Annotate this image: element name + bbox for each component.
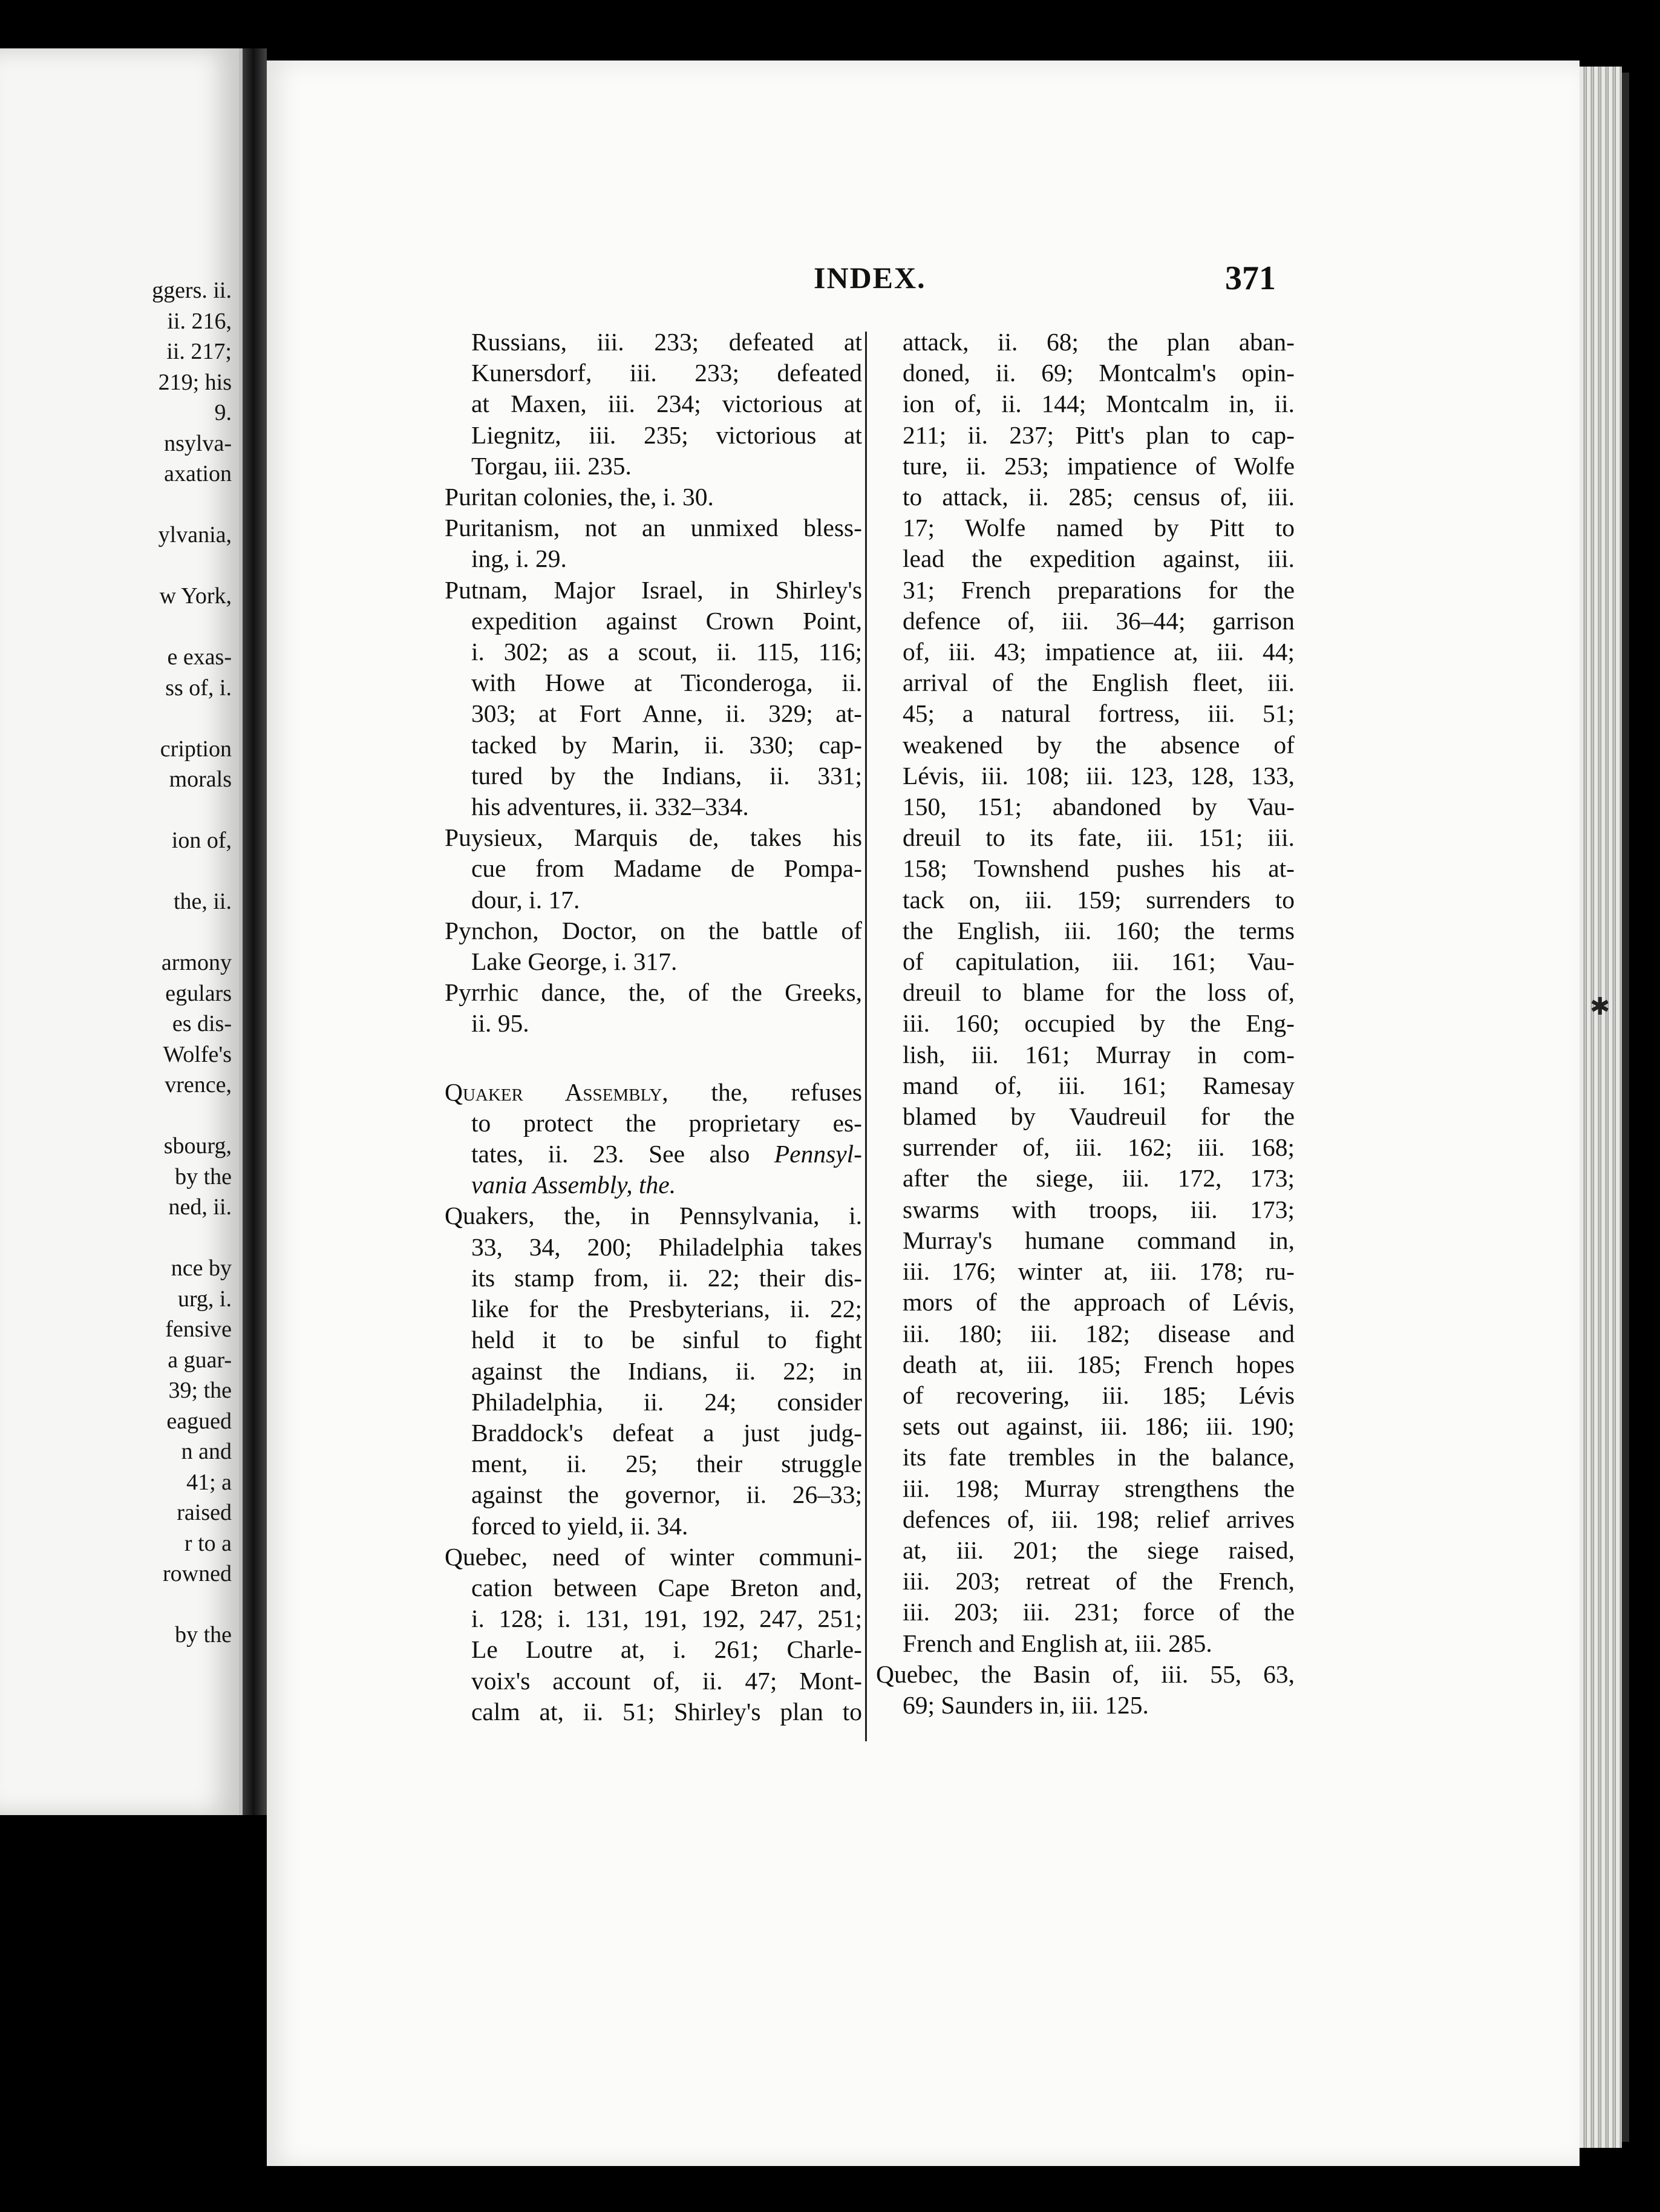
left-page-text-fragment: nce by <box>171 1255 232 1281</box>
index-entry-heading: Puritan colonies, the, i. 30. <box>445 483 714 511</box>
index-entry-continuation: blamed by Vaudreuil for the <box>903 1102 1295 1131</box>
left-page-text-fragment: eagued <box>166 1408 232 1434</box>
index-entry-continuation: Braddock's defeat a just judg- <box>471 1418 862 1447</box>
index-entry-continuation: weakened by the absence of <box>903 730 1295 759</box>
left-page-text-fragment: 39; the <box>168 1378 232 1403</box>
index-entry-continuation: of capitulation, iii. 161; Vau- <box>903 947 1295 976</box>
left-page-text-fragment: by the <box>175 1622 232 1648</box>
left-page-text-fragment: ii. 216, <box>167 308 232 334</box>
index-entry-continuation: defences of, iii. 198; relief arrives <box>903 1505 1295 1533</box>
page-number: 371 <box>1225 260 1276 297</box>
index-entry-continuation: 211; ii. 237; Pitt's plan to cap- <box>903 420 1295 449</box>
index-entry-continuation: 17; Wolfe named by Pitt to <box>903 514 1295 542</box>
index-entry-continuation: surrender of, iii. 162; iii. 168; <box>903 1133 1295 1162</box>
index-entry-continuation: his adventures, ii. 332–334. <box>471 793 749 821</box>
index-entry-continuation: vania Assembly, the. <box>471 1171 676 1199</box>
index-entry-heading: Quaker Assembly, the, refuses <box>445 1078 862 1106</box>
index-entry-continuation: to attack, ii. 285; census of, iii. <box>903 483 1295 511</box>
index-entry-continuation: defence of, iii. 36–44; garrison <box>903 606 1295 635</box>
index-entry-continuation: after the siege, iii. 172, 173; <box>903 1164 1295 1193</box>
left-page-text-fragment: n and <box>181 1439 232 1464</box>
index-entry-continuation: ion of, ii. 144; Montcalm in, ii. <box>903 390 1295 418</box>
index-entry-continuation: against the Indians, ii. 22; in <box>471 1356 862 1385</box>
index-entry-continuation: tured by the Indians, ii. 331; <box>471 761 862 790</box>
left-page-text-fragment: nsylva- <box>164 430 232 456</box>
index-entry-continuation: Murray's humane command in, <box>903 1226 1295 1254</box>
left-page-text-fragment: by the <box>175 1163 232 1189</box>
index-entry-continuation: expedition against Crown Point, <box>471 606 862 635</box>
index-entry-continuation: mand of, iii. 161; Ramesay <box>903 1071 1295 1099</box>
left-page-text-fragment: morals <box>169 767 232 792</box>
index-entry-continuation: 150, 151; abandoned by Vau- <box>903 793 1295 821</box>
index-entry-continuation: 303; at Fort Anne, ii. 329; at- <box>471 699 862 728</box>
index-entry-heading: Quebec, the Basin of, iii. 55, 63, <box>876 1660 1295 1688</box>
index-entry-continuation: dreuil to its fate, iii. 151; iii. <box>903 823 1295 852</box>
left-page-text-fragment: vrence, <box>165 1072 232 1098</box>
index-entry-continuation: ing, i. 29. <box>471 545 567 573</box>
index-entry-continuation: iii. 198; Murray strengthens the <box>903 1474 1295 1502</box>
left-page-text-fragment: fensive <box>165 1317 232 1342</box>
left-page-text-fragment: armony <box>161 950 232 975</box>
left-page-text-fragment: a guar- <box>168 1347 232 1373</box>
index-entry-continuation: lead the expedition against, iii. <box>903 545 1295 573</box>
letter-section-gap <box>445 1039 862 1077</box>
column-divider <box>865 332 867 1741</box>
index-entry-continuation: dour, i. 17. <box>471 885 580 914</box>
left-page-text-fragment: 9. <box>214 400 232 425</box>
left-page-text-fragment: urg, i. <box>177 1286 232 1312</box>
index-entry-continuation: iii. 203; iii. 231; force of the <box>903 1598 1295 1626</box>
index-entry-continuation: its stamp from, ii. 22; their dis- <box>471 1263 862 1292</box>
index-entry-continuation: iii. 176; winter at, iii. 178; ru- <box>903 1257 1295 1286</box>
index-entry-continuation: of recovering, iii. 185; Lévis <box>903 1381 1295 1409</box>
index-entry-continuation: its fate trembles in the balance, <box>903 1443 1295 1471</box>
index-entry-continuation: cue from Madame de Pompa- <box>471 854 862 883</box>
index-entry-continuation: to protect the proprietary es- <box>471 1108 862 1137</box>
index-entry-continuation: of, iii. 43; impatience at, iii. 44; <box>903 638 1295 666</box>
index-entry-continuation: mors of the approach of Lévis, <box>903 1288 1295 1317</box>
index-entry-continuation: like for the Presbyterians, ii. 22; <box>471 1295 862 1323</box>
index-entry-continuation: calm at, ii. 51; Shirley's plan to <box>471 1697 862 1726</box>
index-column-right <box>876 327 1295 1721</box>
index-entry-continuation: Russians, iii. 233; defeated at <box>471 328 862 356</box>
index-entry-heading: Quakers, the, in Pennsylvania, i. <box>445 1202 862 1230</box>
index-entry-continuation: iii. 160; occupied by the Eng- <box>903 1009 1295 1038</box>
left-page-text-fragment: the, ii. <box>173 889 232 914</box>
index-entry-heading: Pyrrhic dance, the, of the Greeks, <box>445 978 862 1007</box>
index-entry-continuation: Kunersdorf, iii. 233; defeated <box>471 359 862 387</box>
running-head: INDEX. <box>814 261 926 295</box>
index-entry-continuation: tacked by Marin, ii. 330; cap- <box>471 730 862 759</box>
page-edge-stack <box>1580 67 1622 2148</box>
index-entry-heading: Puritanism, not an unmixed bless- <box>445 514 862 542</box>
index-entry-continuation: against the governor, ii. 26–33; <box>471 1481 862 1509</box>
left-page-text-fragment: egulars <box>165 980 232 1006</box>
left-page-text-fragment: ned, ii. <box>168 1194 232 1220</box>
left-page-fragment <box>0 48 243 1815</box>
index-entry-continuation: attack, ii. 68; the plan aban- <box>903 328 1295 356</box>
index-entry-heading: Puysieux, Marquis de, takes his <box>445 823 862 852</box>
left-page-text-fragment: axation <box>164 461 232 486</box>
index-entry-continuation: iii. 203; retreat of the French, <box>903 1567 1295 1595</box>
index-entry-continuation: Lake George, i. 317. <box>471 947 678 976</box>
left-page-text-fragment: ggers. ii. <box>152 278 232 303</box>
margin-marks: ✱ <box>1590 993 1610 1020</box>
index-entry-continuation: sets out against, iii. 186; iii. 190; <box>903 1412 1295 1441</box>
index-entry-continuation: with Howe at Ticonderoga, ii. <box>471 669 862 697</box>
left-page-text-fragment: es dis- <box>172 1011 232 1036</box>
left-page-text-fragment: e exas- <box>167 644 232 670</box>
index-entry-continuation: cation between Cape Breton and, <box>471 1573 862 1602</box>
index-entry-continuation: tack on, iii. 159; surrenders to <box>903 885 1295 914</box>
index-entry-continuation: 45; a natural fortress, iii. 51; <box>903 699 1295 728</box>
index-entry-continuation: 158; Townshend pushes his at- <box>903 854 1295 883</box>
left-page-text-fragment: ss of, i. <box>165 675 232 701</box>
index-entry-continuation: iii. 180; iii. 182; disease and <box>903 1319 1295 1347</box>
index-entry-continuation: forced to yield, ii. 34. <box>471 1511 688 1540</box>
index-entry-heading: Putnam, Major Israel, in Shirley's <box>445 575 862 604</box>
index-entry-continuation: 69; Saunders in, iii. 125. <box>903 1690 1149 1719</box>
index-entry-continuation: at, iii. 201; the siege raised, <box>903 1536 1295 1564</box>
index-entry-continuation: Torgau, iii. 235. <box>471 451 632 480</box>
index-entry-continuation: Liegnitz, iii. 235; victorious at <box>471 420 862 449</box>
left-page-text-fragment: raised <box>177 1500 232 1525</box>
index-entry-continuation: Philadelphia, ii. 24; consider <box>471 1387 862 1416</box>
index-entry-heading: Quebec, need of winter communi- <box>445 1542 862 1571</box>
left-page-text-fragment: ylvania, <box>158 522 232 548</box>
index-entry-continuation: i. 302; as a scout, ii. 115, 116; <box>471 638 862 666</box>
left-page-text-fragment: r to a <box>184 1530 232 1556</box>
left-page-text-fragment: cription <box>160 736 232 762</box>
index-entry-continuation: death at, iii. 185; French hopes <box>903 1350 1295 1378</box>
index-entry-continuation: held it to be sinful to fight <box>471 1326 862 1354</box>
left-page-text-fragment: rowned <box>163 1561 232 1586</box>
page-edge-shadow <box>1622 73 1629 2142</box>
index-entry-continuation: dreuil to blame for the loss of, <box>903 978 1295 1007</box>
index-entry-continuation: at Maxen, iii. 234; victorious at <box>471 390 862 418</box>
left-page-text-fragment: Wolfe's <box>163 1041 232 1067</box>
index-entry-continuation: ment, ii. 25; their struggle <box>471 1450 862 1478</box>
index-entry-continuation: doned, ii. 69; Montcalm's opin- <box>903 359 1295 387</box>
left-page-text-fragment: sbourg, <box>163 1133 232 1159</box>
index-column-left <box>445 327 862 1727</box>
index-entry-continuation: French and English at, iii. 285. <box>903 1629 1212 1657</box>
left-page-text-fragment: ion of, <box>171 828 232 853</box>
index-entry-heading: Pynchon, Doctor, on the battle of <box>445 916 862 944</box>
index-entry-continuation: arrival of the English fleet, iii. <box>903 669 1295 697</box>
index-entry-continuation: ii. 95. <box>471 1009 529 1038</box>
index-entry-continuation: Le Loutre at, i. 261; Charle- <box>471 1635 862 1664</box>
left-page-text-fragment: 219; his <box>158 369 232 395</box>
index-entry-continuation: voix's account of, ii. 47; Mont- <box>471 1666 862 1695</box>
index-entry-continuation: swarms with troops, iii. 173; <box>903 1195 1295 1223</box>
index-entry-continuation: Lévis, iii. 108; iii. 123, 128, 133, <box>903 761 1295 790</box>
index-entry-continuation: 31; French preparations for the <box>903 575 1295 604</box>
index-entry-continuation: the English, iii. 160; the terms <box>903 916 1295 944</box>
index-entry-continuation: i. 128; i. 131, 191, 192, 247, 251; <box>471 1605 862 1633</box>
index-entry-continuation: ture, ii. 253; impatience of Wolfe <box>903 451 1295 480</box>
left-page-text-fragment: ii. 217; <box>166 339 232 364</box>
index-entry-continuation: tates, ii. 23. See also Pennsyl- <box>471 1140 862 1168</box>
index-entry-continuation: 33, 34, 200; Philadelphia takes <box>471 1232 862 1261</box>
index-entry-continuation: lish, iii. 161; Murray in com- <box>903 1040 1295 1068</box>
book-gutter <box>243 48 267 1815</box>
left-page-text-fragment: w York, <box>159 583 232 609</box>
left-page-text-fragment: 41; a <box>186 1469 232 1495</box>
